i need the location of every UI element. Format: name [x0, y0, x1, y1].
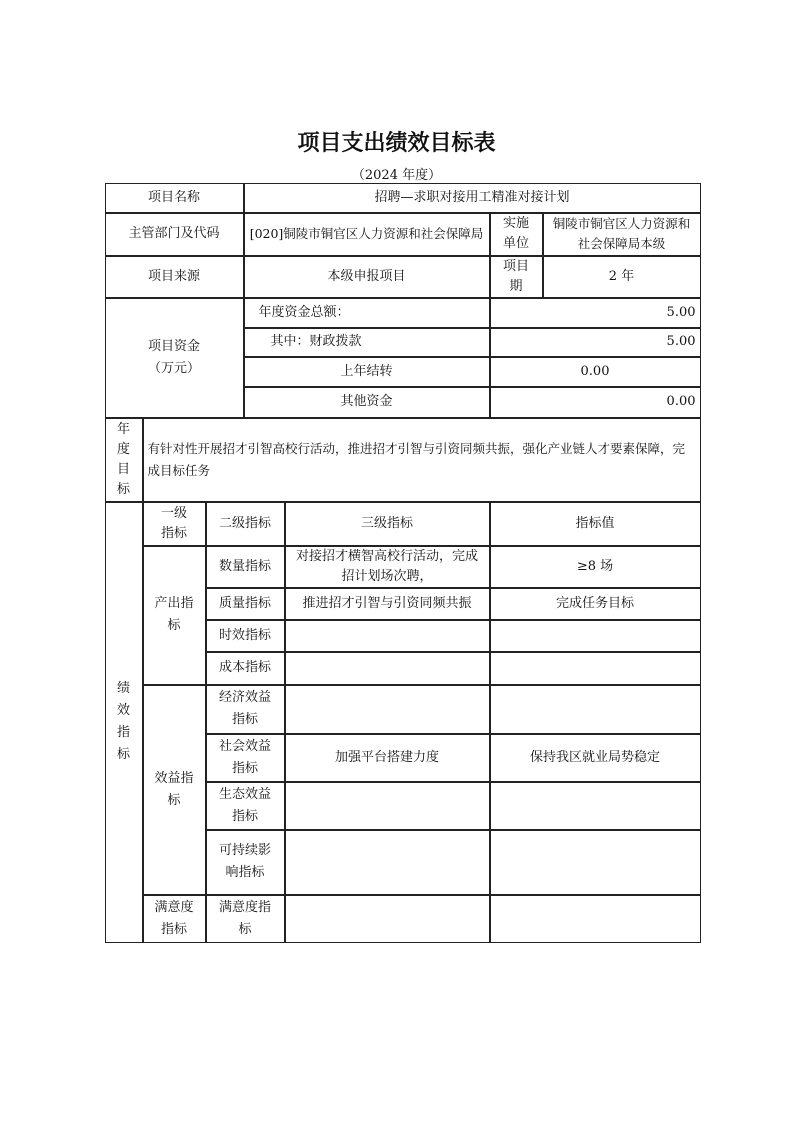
output-l2: 成本指标: [206, 652, 285, 685]
funds-carryover-value: 0.00: [490, 357, 701, 387]
page-title: 项目支出绩效目标表: [297, 131, 496, 156]
impl-unit-value: 铜陵市铜官区人力资源和社会保障局本级: [543, 213, 701, 256]
benefit-l3: [285, 830, 490, 895]
project-name-label: 项目名称: [105, 183, 244, 213]
funds-carryover-label: 上年结转: [244, 357, 490, 387]
header-level1: 一级 指标: [143, 502, 206, 546]
goal-text: 有针对性开展招才引智高校行活动，推进招才引智与引资同频共振，强化产业链人才要素保障，完成目标任务: [143, 418, 701, 502]
funds-other-label: 其他资金: [244, 387, 490, 418]
output-l2: 质量指标: [206, 588, 285, 620]
header-level2: 二级指标: [206, 502, 285, 546]
output-value: ≥8 场: [490, 546, 701, 588]
output-value: [490, 620, 701, 652]
benefit-l2: 生态效益 指标: [206, 782, 285, 830]
funds-label: 项目资金 （万元）: [105, 298, 244, 418]
benefit-label: 效益指 标: [143, 685, 206, 895]
project-name-value: 招聘—求职对接用工精准对接计划: [244, 183, 701, 213]
benefit-l2: 社会效益 指标: [206, 734, 285, 782]
output-l3: 推进招才引智与引资同频共振: [285, 588, 490, 620]
output-l2: 时效指标: [206, 620, 285, 652]
benefit-value: [490, 685, 701, 734]
source-value: 本级申报项目: [244, 256, 490, 298]
period-value: 2 年: [543, 256, 701, 298]
benefit-value: [490, 782, 701, 830]
goal-label: 年 度 目 标: [105, 418, 143, 502]
impl-unit-label: 实施 单位: [490, 213, 543, 256]
department-label: 主管部门及代码: [105, 213, 244, 256]
funds-fiscal-value: 5.00: [490, 328, 701, 357]
satisfaction-l3: [285, 895, 490, 943]
satisfaction-value: [490, 895, 701, 943]
benefit-l3: [285, 782, 490, 830]
satisfaction-label: 满意度 指标: [143, 895, 206, 943]
output-l3: [285, 620, 490, 652]
output-value: 完成任务目标: [490, 588, 701, 620]
benefit-l3: 加强平台搭建力度: [285, 734, 490, 782]
header-level3: 三级指标: [285, 502, 490, 546]
funds-other-value: 0.00: [490, 387, 701, 418]
funds-fiscal-label: 其中：财政拨款: [244, 328, 490, 357]
output-label: 产出指 标: [143, 546, 206, 685]
funds-total-value: 5.00: [490, 298, 701, 328]
funds-total-label: 年度资金总额：: [244, 298, 490, 328]
source-label: 项目来源: [105, 256, 244, 298]
output-l3: 对接招才横智高校行活动，完成招计划场次聘，: [285, 546, 490, 588]
benefit-l2: 经济效益 指标: [206, 685, 285, 734]
period-label: 项目 期: [490, 256, 543, 298]
department-value: [020]铜陵市铜官区人力资源和社会保障局: [244, 213, 490, 256]
output-value: [490, 652, 701, 685]
benefit-l3: [285, 685, 490, 734]
benefit-value: [490, 830, 701, 895]
benefit-value: 保持我区就业局势稳定: [490, 734, 701, 782]
perf-label: 绩 效 指 标: [105, 502, 143, 943]
year-subtitle: （2024 年度）: [351, 168, 442, 183]
header-value: 指标值: [490, 502, 701, 546]
benefit-l2: 可持续影 响指标: [206, 830, 285, 895]
satisfaction-l2: 满意度指 标: [206, 895, 285, 943]
output-l3: [285, 652, 490, 685]
output-l2: 数量指标: [206, 546, 285, 588]
